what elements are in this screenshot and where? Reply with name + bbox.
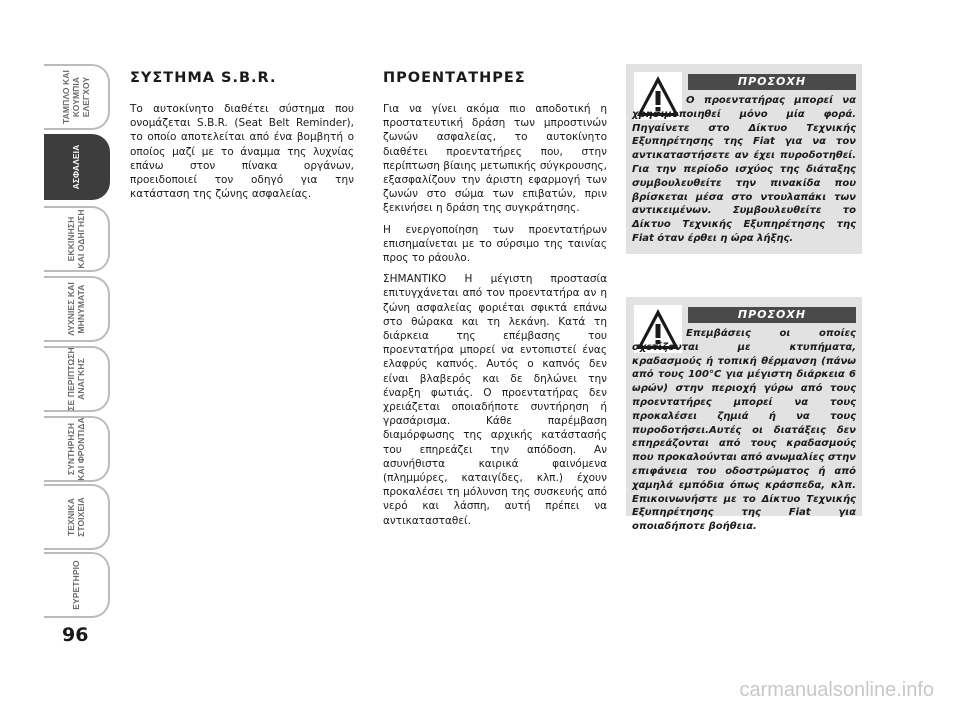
tab-label: ΑΣΦΑΛΕΙΑ xyxy=(71,144,81,190)
section-title: ΠΡΟΕΝΤΑΤΗΡΕΣ xyxy=(383,70,526,86)
warning-text: Ο προεντατήρας μπορεί να χρησιμοποιηθεί μόνο μία φορά. Πηγαίνετε στο Δίκτυο Τεχνικής Εξυπηρέτησης της Fiat για να τον αντικαταστήσετε αν έχει πυροδοτηθεί. Για την περίοδο ισχύος της διάταξης συμβουλευθείτε την πινακίδα που βρίσκεται μέσα στο ντουλαπάκι των αντικειμένων. Συμβουλευθείτε το Δίκτυο Τεχνικής Εξυπηρέτησης της Fiat όταν έρθει η ώρα λήξης. xyxy=(632,95,856,244)
paragraph: ΣΗΜΑΝΤΙΚΟ Η μέγιστη προστασία επιτυγχάνεται από τον προεντατήρα αν η ζώνη ασφαλείας φοριέται σφικτά επάνω στο θώρακα και τη λεκάνη. Κατά τη διάρκεια της επέμβασης του προεντατήρα μπορεί να εντοπιστεί ένας ελαφρύς καπνός. Αυτός ο καπνός δεν είναι βλαβερός και δε δηλώνει την έναρξη φωτιάς. Ο προεντατήρας δεν χρειάζεται οποιαδήποτε συντήρηση ή γρασάρισμα. Κάθε παρέμβαση διαμόρφωσης της αρχικής κατάστασής του επηρεάζει την απόδοση. Αν ασυνήθιστα καιρικά φαινόμενα (πλημμύρες, καταιγίδες, κλπ.) έχουν προκαλέσει τη μόλυνση της συσκευής από νερό και λάσπη, αυτή πρέπει να αντικατασταθεί. xyxy=(383,273,607,527)
watermark: carmanualsonline.info xyxy=(739,679,934,701)
section-sbr xyxy=(130,70,354,208)
tab-label: ΣΕ ΠΕΡΙΠΤΩΣΗ ΑΝΑΓΚΗΣ xyxy=(66,347,86,411)
tab-label: ΣΥΝΤΗΡΗΣΗ ΚΑΙ ΦΡΟΝΤΙΔΑ xyxy=(66,417,86,481)
tab-technical-data[interactable] xyxy=(44,484,110,550)
tab-label: ΕΚΚΙΝΗΣΗ ΚΑΙ ΟΔΗΓΗΣΗ xyxy=(66,209,86,269)
tab-label: ΤΕΧΝΙΚΑ ΣΤΟΙΧΕΙΑ xyxy=(66,497,86,537)
tab-safety[interactable] xyxy=(44,134,110,200)
tab-index[interactable] xyxy=(44,552,110,618)
section-pretensioners xyxy=(383,70,607,535)
warning-header: ΠΡΟΣΟΧΗ xyxy=(688,74,856,90)
tab-label: ΤΑΜΠΛΟ ΚΑΙ ΚΟΥΜΠΙΑ ΕΛΕΓΧΟΥ xyxy=(61,70,91,124)
warning-box xyxy=(626,297,862,533)
paragraph: Για να γίνει ακόμα πιο αποδοτική η προστατευτική δράση των μπροστινών ζωνών ασφαλείας, το αυτοκίνητο διαθέτει προεντατήρες που, στην περίπτωση βίαιης μετωπικής σύγκρουσης, εξασφαλίζουν την άριστη εφαρμογή των ζωνών στο σώμα των επιβατών, πριν ξεκινήσει η δράση της συγκράτησης. xyxy=(383,103,607,215)
paragraph: Το αυτοκίνητο διαθέτει σύστημα που ονομάζεται S.B.R. (Seat Belt Reminder), το οποίο αποτελείται από ένα βομβητή ο οποίος μαζί με το άναμμα της λυχνίας επάνω στον πίνακα οργάνων, προειδοποιεί τον οδηγό για την κατάσταση της ζώνης ασφαλείας. xyxy=(130,103,354,201)
tab-warning-lights[interactable] xyxy=(44,276,110,342)
paragraph: Η ενεργοποίηση των προεντατήρων επισημαίνεται με το σύρσιμο της ταινίας προς το ράουλο. xyxy=(383,223,607,265)
tab-controls[interactable] xyxy=(44,64,110,130)
tab-label: ΛΥΧΝΙΕΣ ΚΑΙ ΜΗΝΥΜΑΤΑ xyxy=(66,282,86,336)
tab-maintenance[interactable] xyxy=(44,416,110,482)
warning-box xyxy=(626,64,862,254)
tab-emergency[interactable] xyxy=(44,346,110,412)
section-title: ΣΥΣΤΗΜΑ S.B.R. xyxy=(130,70,277,86)
tab-starting-driving[interactable] xyxy=(44,206,110,272)
warning-header: ΠΡΟΣΟΧΗ xyxy=(688,307,856,323)
warning-text: Επεμβάσεις οι οποίες σχετίζονται με κτυπήματα, κραδασμούς ή τοπική θέρμανση (πάνω από τους 100°C για μέγιστη διάρκεια 6 ωρών) στην περιοχή γύρω από τους προεντατήρες μπορεί να τους προκαλέσει ζημιά ή να τους πυροδοτήσει.Αυτές οι διατάξεις δεν επηρεάζονται από τους κραδασμούς που προκαλούνται από ανωμαλίες στην επιφάνεια του οδοστρώματος ή από χαμηλά εμπόδια όπως κράσπεδα, κλπ. Επικοινωνήστε με το Δίκτυο Τεχνικής Εξυπηρέτησης της Fiat για οποιαδήποτε βοήθεια. xyxy=(632,328,856,533)
page-number: 96 xyxy=(62,624,89,646)
tab-label: ΕΥΡΕΤΗΡΙΟ xyxy=(71,560,81,610)
